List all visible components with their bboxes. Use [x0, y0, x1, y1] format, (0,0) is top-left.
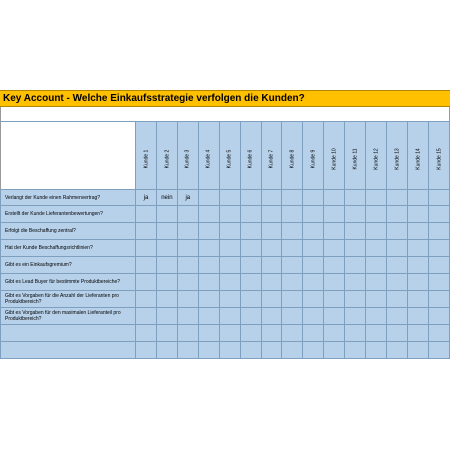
answer-cell[interactable]: [324, 291, 345, 308]
answer-cell[interactable]: [345, 223, 366, 240]
answer-cell[interactable]: [156, 342, 177, 359]
column-header-label: Kunde 3: [184, 149, 191, 168]
answer-cell[interactable]: [240, 240, 261, 257]
answer-cell[interactable]: [387, 325, 408, 342]
answer-cell[interactable]: [282, 206, 303, 223]
answer-cell[interactable]: [407, 257, 428, 274]
answer-cell[interactable]: [345, 240, 366, 257]
answer-cell[interactable]: [136, 206, 157, 223]
answer-cell[interactable]: [156, 206, 177, 223]
answer-cell[interactable]: [428, 240, 449, 257]
row-question: Gibt es ein Einkaufsgremium?: [1, 257, 136, 274]
answer-cell[interactable]: [324, 325, 345, 342]
answer-cell[interactable]: [198, 342, 219, 359]
answer-cell[interactable]: [366, 342, 387, 359]
answer-cell[interactable]: [324, 274, 345, 291]
answer-cell[interactable]: [240, 190, 261, 206]
answer-cell[interactable]: [240, 308, 261, 325]
answer-cell[interactable]: [219, 325, 240, 342]
answer-cell[interactable]: [282, 308, 303, 325]
row-question: [1, 325, 136, 342]
column-header[interactable]: [428, 122, 449, 190]
answer-cell[interactable]: [366, 274, 387, 291]
answer-cell[interactable]: [198, 240, 219, 257]
table-row: [1, 342, 450, 359]
table-row: [1, 308, 450, 325]
answer-cell[interactable]: [261, 257, 282, 274]
answer-cell[interactable]: [324, 257, 345, 274]
answer-cell[interactable]: [303, 257, 324, 274]
answer-cell[interactable]: [366, 206, 387, 223]
answer-cell[interactable]: [177, 223, 198, 240]
answer-cell[interactable]: [366, 325, 387, 342]
answer-cell[interactable]: [366, 291, 387, 308]
column-header-label: Kunde 15: [436, 147, 443, 170]
column-header[interactable]: [177, 122, 198, 190]
answer-cell[interactable]: [345, 291, 366, 308]
table-row: [1, 257, 450, 274]
answer-cell[interactable]: [366, 190, 387, 206]
answer-cell[interactable]: [428, 206, 449, 223]
answer-cell[interactable]: [282, 291, 303, 308]
column-header[interactable]: [261, 122, 282, 190]
answer-cell[interactable]: [240, 342, 261, 359]
row-question: Erfolgt die Beschaffung zentral?: [1, 223, 136, 240]
answer-cell[interactable]: nein: [156, 190, 177, 206]
answer-cell[interactable]: ja: [177, 190, 198, 206]
answer-cell[interactable]: [387, 223, 408, 240]
answer-cell[interactable]: [177, 274, 198, 291]
answer-cell[interactable]: [303, 325, 324, 342]
row-question: Erstellt der Kunde Lieferantenbewertungen?: [1, 206, 136, 223]
answer-cell[interactable]: [428, 291, 449, 308]
answer-cell[interactable]: [240, 223, 261, 240]
answer-cell[interactable]: [407, 291, 428, 308]
answer-cell[interactable]: [219, 291, 240, 308]
answer-cell[interactable]: [261, 206, 282, 223]
table-row: [1, 291, 450, 308]
column-header-label: Kunde 2: [163, 149, 170, 168]
answer-cell[interactable]: [345, 206, 366, 223]
answer-cell[interactable]: [219, 342, 240, 359]
answer-cell[interactable]: [156, 240, 177, 257]
answer-cell[interactable]: [428, 325, 449, 342]
table-row: [1, 190, 450, 206]
blank-row: [0, 107, 450, 121]
answer-cell[interactable]: [387, 190, 408, 206]
answer-cell[interactable]: [136, 240, 157, 257]
table-row: [1, 206, 450, 223]
answer-cell[interactable]: [407, 325, 428, 342]
answer-cell[interactable]: [282, 342, 303, 359]
answer-cell[interactable]: [387, 274, 408, 291]
answer-cell[interactable]: [303, 308, 324, 325]
row-question: Gibt es Vorgaben für die Anzahl der Lieferanten pro Produktbereich?: [1, 291, 136, 308]
answer-cell[interactable]: ja: [136, 190, 157, 206]
answer-cell[interactable]: [282, 274, 303, 291]
answer-cell[interactable]: [282, 240, 303, 257]
answer-cell[interactable]: [177, 206, 198, 223]
answer-cell[interactable]: [198, 257, 219, 274]
column-header[interactable]: [136, 122, 157, 190]
column-header[interactable]: [366, 122, 387, 190]
answer-cell[interactable]: [156, 308, 177, 325]
answer-cell[interactable]: [387, 206, 408, 223]
answer-cell[interactable]: [136, 325, 157, 342]
answer-cell[interactable]: [387, 308, 408, 325]
answer-cell[interactable]: [240, 206, 261, 223]
answer-cell[interactable]: [428, 308, 449, 325]
answer-cell[interactable]: [261, 342, 282, 359]
answer-cell[interactable]: [407, 274, 428, 291]
answer-cell[interactable]: [345, 190, 366, 206]
answer-cell[interactable]: [407, 342, 428, 359]
answer-cell[interactable]: [428, 190, 449, 206]
answer-cell[interactable]: [366, 308, 387, 325]
answer-cell[interactable]: [324, 223, 345, 240]
answer-cell[interactable]: [303, 240, 324, 257]
answer-cell[interactable]: [156, 257, 177, 274]
answer-cell[interactable]: [136, 223, 157, 240]
row-question: [1, 342, 136, 359]
row-question: Verlangt der Kunde einen Rahmenvertrag?: [1, 190, 136, 206]
answer-cell[interactable]: [136, 291, 157, 308]
column-header-label: Kunde 9: [310, 149, 317, 168]
answer-cell[interactable]: [261, 274, 282, 291]
column-header[interactable]: [407, 122, 428, 190]
column-header-label: Kunde 12: [373, 147, 380, 170]
answer-cell[interactable]: [261, 308, 282, 325]
answer-cell[interactable]: [219, 308, 240, 325]
header-row: [1, 122, 450, 190]
answer-cell[interactable]: [407, 240, 428, 257]
answer-cell[interactable]: [303, 206, 324, 223]
answer-cell[interactable]: [324, 342, 345, 359]
column-header-label: Kunde 8: [289, 149, 296, 168]
answer-cell[interactable]: [303, 291, 324, 308]
table-row: [1, 240, 450, 257]
answer-cell[interactable]: [345, 325, 366, 342]
answer-cell[interactable]: [156, 325, 177, 342]
answer-cell[interactable]: [407, 190, 428, 206]
table-row: [1, 274, 450, 291]
column-header-label: Kunde 6: [247, 149, 254, 168]
answer-cell[interactable]: [198, 325, 219, 342]
answer-cell[interactable]: [345, 274, 366, 291]
answer-cell[interactable]: [303, 223, 324, 240]
answer-cell[interactable]: [282, 257, 303, 274]
column-header[interactable]: [387, 122, 408, 190]
answer-cell[interactable]: [219, 274, 240, 291]
answer-cell[interactable]: [219, 223, 240, 240]
answer-cell[interactable]: [219, 206, 240, 223]
answer-cell[interactable]: [366, 240, 387, 257]
answer-cell[interactable]: [219, 240, 240, 257]
answer-cell[interactable]: [324, 240, 345, 257]
column-header[interactable]: [156, 122, 177, 190]
column-header-label: Kunde 1: [142, 149, 149, 168]
table-row: [1, 223, 450, 240]
column-header-label: Kunde 11: [352, 147, 359, 170]
answer-cell[interactable]: [240, 257, 261, 274]
row-question: Gibt es Lead Buyer für bestimmte Produktbereiche?: [1, 274, 136, 291]
column-header[interactable]: [219, 122, 240, 190]
column-header-label: Kunde 4: [205, 149, 212, 168]
answer-cell[interactable]: [136, 274, 157, 291]
column-header[interactable]: [240, 122, 261, 190]
column-header-label: Kunde 7: [268, 149, 275, 168]
answer-cell[interactable]: [387, 257, 408, 274]
answer-cell[interactable]: [198, 190, 219, 206]
answer-cell[interactable]: [387, 240, 408, 257]
answer-cell[interactable]: [156, 291, 177, 308]
answer-cell[interactable]: [366, 257, 387, 274]
table-row: [1, 325, 450, 342]
column-header[interactable]: [282, 122, 303, 190]
answer-cell[interactable]: [345, 257, 366, 274]
answer-cell[interactable]: [428, 342, 449, 359]
answer-cell[interactable]: [261, 240, 282, 257]
answer-cell[interactable]: [261, 223, 282, 240]
sheet-title: Key Account - Welche Einkaufsstrategie verfolgen die Kunden?: [3, 93, 305, 104]
answer-cell[interactable]: [136, 257, 157, 274]
answer-cell[interactable]: [345, 342, 366, 359]
answer-cell[interactable]: [240, 325, 261, 342]
answer-cell[interactable]: [407, 206, 428, 223]
column-header-label: Kunde 5: [226, 149, 233, 168]
answer-cell[interactable]: [177, 325, 198, 342]
answer-cell[interactable]: [387, 342, 408, 359]
column-header-label: Kunde 14: [415, 147, 422, 170]
answer-cell[interactable]: [198, 308, 219, 325]
column-header-label: Kunde 10: [332, 147, 339, 170]
answer-cell[interactable]: [428, 274, 449, 291]
column-header[interactable]: [324, 122, 345, 190]
answer-cell[interactable]: [324, 190, 345, 206]
answer-cell[interactable]: [366, 223, 387, 240]
corner-cell: [1, 122, 136, 190]
column-header[interactable]: [345, 122, 366, 190]
answer-cell[interactable]: [177, 257, 198, 274]
answer-cell[interactable]: [136, 308, 157, 325]
answer-cell[interactable]: [428, 257, 449, 274]
answer-cell[interactable]: [198, 206, 219, 223]
answer-cell[interactable]: [198, 291, 219, 308]
answer-cell[interactable]: [303, 274, 324, 291]
answer-cell[interactable]: [282, 223, 303, 240]
answer-cell[interactable]: [407, 223, 428, 240]
answer-cell[interactable]: [261, 190, 282, 206]
answer-cell[interactable]: [219, 190, 240, 206]
column-header[interactable]: [303, 122, 324, 190]
row-question: Hat der Kunde Beschaffungsrichtlinien?: [1, 240, 136, 257]
answer-cell[interactable]: [407, 308, 428, 325]
answer-cell[interactable]: [303, 342, 324, 359]
answer-cell[interactable]: [282, 190, 303, 206]
answer-cell[interactable]: [324, 308, 345, 325]
answer-cell[interactable]: [240, 291, 261, 308]
answer-cell[interactable]: [177, 240, 198, 257]
answer-cell[interactable]: [136, 342, 157, 359]
answer-cell[interactable]: [261, 325, 282, 342]
answer-cell[interactable]: [282, 325, 303, 342]
answer-cell[interactable]: [219, 257, 240, 274]
answer-cell[interactable]: [177, 342, 198, 359]
answer-cell[interactable]: [156, 274, 177, 291]
strategy-table: [0, 121, 450, 359]
answer-cell[interactable]: [177, 308, 198, 325]
answer-cell[interactable]: [387, 291, 408, 308]
answer-cell[interactable]: [303, 190, 324, 206]
answer-cell[interactable]: [428, 223, 449, 240]
answer-cell[interactable]: [177, 291, 198, 308]
column-header-label: Kunde 13: [394, 147, 401, 170]
answer-cell[interactable]: [156, 223, 177, 240]
row-question: Gibt es Vorgaben für den maximalen Lieferanteil pro Produktbereich?: [1, 308, 136, 325]
answer-cell[interactable]: [261, 291, 282, 308]
answer-cell[interactable]: [240, 274, 261, 291]
answer-cell[interactable]: [198, 274, 219, 291]
answer-cell[interactable]: [324, 206, 345, 223]
answer-cell[interactable]: [198, 223, 219, 240]
answer-cell[interactable]: [345, 308, 366, 325]
title-bar: [0, 90, 450, 107]
column-header[interactable]: [198, 122, 219, 190]
